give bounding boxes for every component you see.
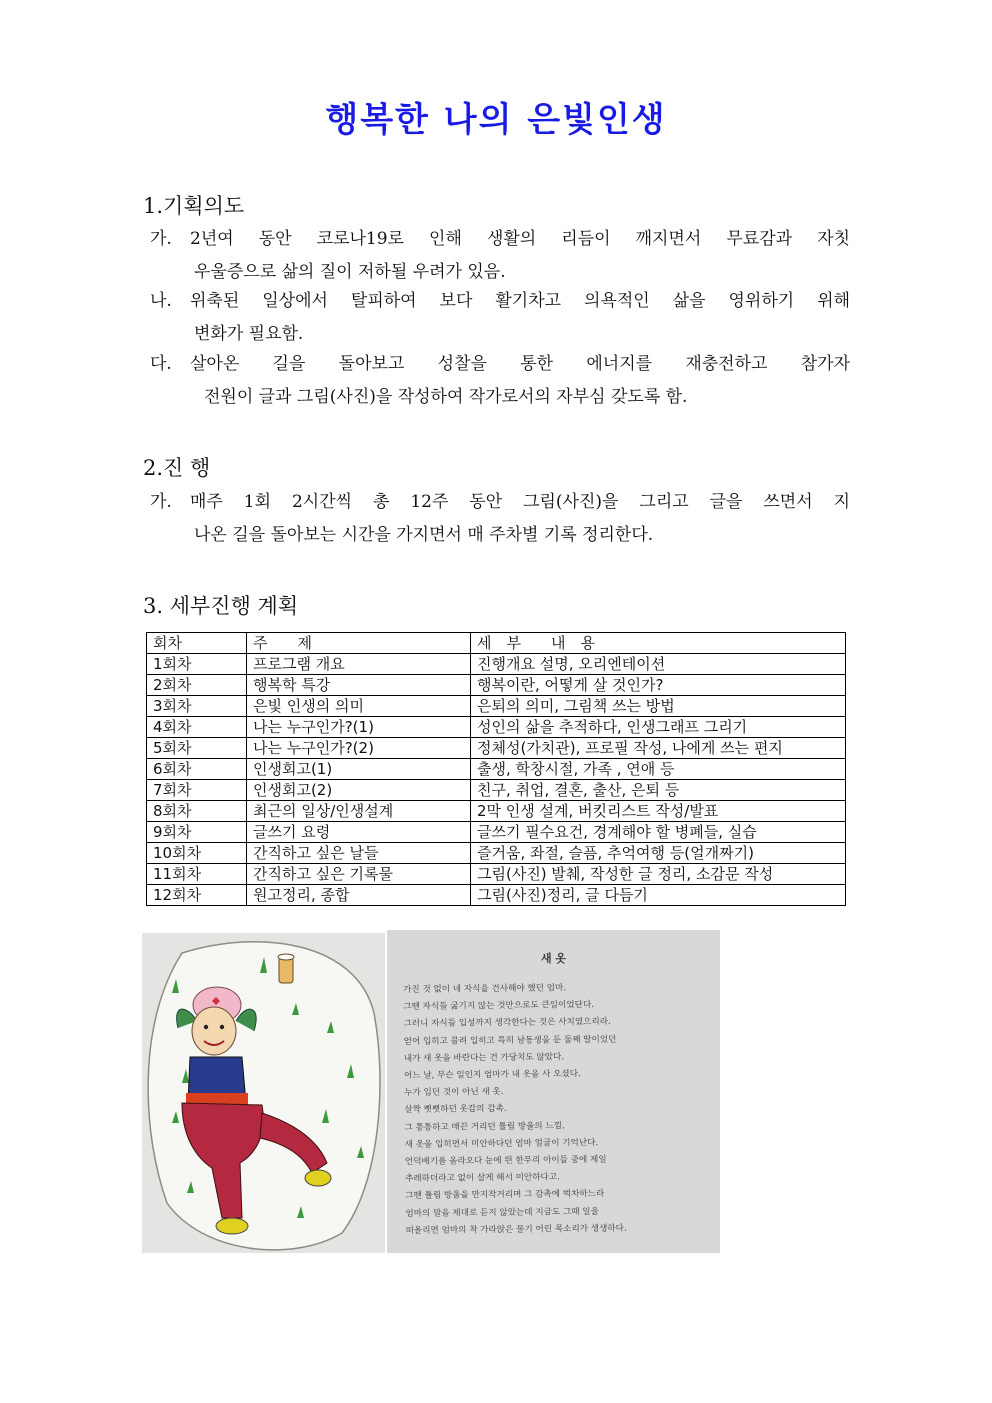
table-row bbox=[147, 654, 846, 675]
book-line: 내가 새 옷을 바란다는 건 가당치도 않았다. bbox=[403, 1052, 565, 1064]
book-title: 새 옷 bbox=[540, 952, 567, 965]
cup-sketch bbox=[278, 954, 294, 983]
book-line: 언덕배기를 올라오다 눈에 띈 한무리 아이들 중에 제일 bbox=[404, 1154, 607, 1168]
item-marker: 나. bbox=[150, 291, 172, 311]
cell-topic: 나는 누구인가?(2) bbox=[247, 738, 471, 759]
cell-topic: 행복학 특강 bbox=[247, 675, 471, 696]
cell-topic: 인생회고(2) bbox=[247, 780, 471, 801]
item-text-cont: 변화가 필요함. bbox=[194, 324, 304, 344]
book-line: 누가 입던 것이 아닌 새 옷. bbox=[404, 1087, 504, 1099]
cell-session: 8회차 bbox=[147, 801, 247, 822]
cell-session: 2회차 bbox=[147, 675, 247, 696]
cell-session: 12회차 bbox=[147, 885, 247, 906]
table-row bbox=[147, 738, 846, 759]
cell-session: 1회차 bbox=[147, 654, 247, 675]
table-row bbox=[147, 717, 846, 738]
item-marker: 다. bbox=[150, 354, 172, 374]
item-text-cont: 우울증으로 삶의 질이 저하될 우려가 있음. bbox=[194, 262, 506, 282]
table-row bbox=[147, 822, 846, 843]
table-row bbox=[147, 801, 846, 822]
item-text: 살아온 길을 돌아보고 성찰을 통한 에너지를 재충전하고 참가자 bbox=[190, 354, 850, 374]
cell-topic: 원고정리, 종합 bbox=[247, 885, 471, 906]
section3-heading: 3. 세부진행 계획 bbox=[143, 594, 299, 618]
book-line: 떠올리면 엄마의 착 가라앉은 물기 어린 목소리가 생생하다. bbox=[405, 1223, 627, 1236]
cell-topic: 인생회고(1) bbox=[247, 759, 471, 780]
page-title: 행복한 나의 은빛인생 bbox=[325, 100, 667, 140]
cell-session: 11회차 bbox=[147, 864, 247, 885]
cell-topic: 나는 누구인가?(1) bbox=[247, 717, 471, 738]
schedule-table bbox=[146, 632, 846, 906]
cell-session: 4회차 bbox=[147, 717, 247, 738]
cell-topic: 간직하고 싶은 날들 bbox=[247, 843, 471, 864]
item-text: 매주 1회 2시간씩 총 12주 동안 그림(사진)을 그리고 글을 쓰면서 지 bbox=[190, 492, 850, 512]
item-text: 위축된 일상에서 탈피하여 보다 활기차고 의욕적인 삶을 영위하기 위해 bbox=[190, 291, 850, 311]
col-header-topic: 주 제 bbox=[247, 633, 471, 654]
drawing-photo bbox=[142, 933, 385, 1253]
section1-item-1 bbox=[150, 223, 850, 289]
section1-item-3 bbox=[150, 348, 850, 414]
table-row bbox=[147, 675, 846, 696]
cell-details: 그림(사진) 발췌, 작성한 글 정리, 소감문 작성 bbox=[471, 864, 846, 885]
cell-session: 9회차 bbox=[147, 822, 247, 843]
cell-details: 글쓰기 필수요건, 경계해야 할 병폐들, 실습 bbox=[471, 822, 846, 843]
book-line: 얻어 입히고 물려 입히고 특히 남동생을 둔 둘째 딸이었던 bbox=[403, 1034, 617, 1047]
cell-details: 은퇴의 의미, 그림책 쓰는 방법 bbox=[471, 696, 846, 717]
book-line: 새 옷을 입히면서 미안하다던 엄마 얼굴이 기억난다. bbox=[404, 1137, 599, 1150]
cell-topic: 간직하고 싶은 기록물 bbox=[247, 864, 471, 885]
table-row bbox=[147, 696, 846, 717]
cell-topic: 글쓰기 요령 bbox=[247, 822, 471, 843]
book-line: 그 통통하고 매끈 거리던 튤립 방울의 느낌. bbox=[404, 1120, 565, 1133]
cell-details: 진행개요 설명, 오리엔테이션 bbox=[471, 654, 846, 675]
cell-session: 5회차 bbox=[147, 738, 247, 759]
book-line: 그러니 자식들 입성까지 생각한다는 것은 사치였으리라. bbox=[403, 1017, 611, 1030]
cell-details: 그림(사진)정리, 글 다듬기 bbox=[471, 885, 846, 906]
cell-topic: 프로그램 개요 bbox=[247, 654, 471, 675]
item-text-cont: 전원이 글과 그림(사진)을 작성하여 작가로서의 자부심 갖도록 함. bbox=[204, 387, 688, 407]
section2-heading: 2.진 행 bbox=[143, 456, 211, 480]
cell-session: 6회차 bbox=[147, 759, 247, 780]
cell-topic: 은빛 인생의 의미 bbox=[247, 696, 471, 717]
col-header-session: 회차 bbox=[147, 633, 247, 654]
cell-details: 친구, 취업, 결혼, 출산, 은퇴 등 bbox=[471, 780, 846, 801]
section2-item-1 bbox=[150, 486, 850, 552]
table-row bbox=[147, 759, 846, 780]
cell-details: 2막 인생 설계, 버킷리스트 작성/발표 bbox=[471, 801, 846, 822]
table-row bbox=[147, 843, 846, 864]
item-text-cont: 나온 길을 돌아보는 시간을 가지면서 매 주차별 기록 정리한다. bbox=[194, 525, 654, 545]
book-page-photo bbox=[387, 930, 720, 1253]
book-line: 가진 것 없이 네 자식을 건사해야 했던 엄마. bbox=[403, 983, 567, 995]
cell-session: 7회차 bbox=[147, 780, 247, 801]
book-line: 살짝 뻣뻣하던 옷감의 감촉. bbox=[404, 1104, 507, 1116]
cell-topic: 최근의 일상/인생설계 bbox=[247, 801, 471, 822]
table-row bbox=[147, 780, 846, 801]
col-header-details: 세 부 내 용 bbox=[471, 633, 846, 654]
item-marker: 가. bbox=[150, 492, 172, 512]
cell-session: 10회차 bbox=[147, 843, 247, 864]
book-line: 그땐 자식들 굶기지 않는 것만으로도 큰일이었단다. bbox=[403, 1000, 595, 1013]
book-line: 그땐 튤립 방울을 만지작거리며 그 감촉에 벅차하느라 bbox=[405, 1189, 605, 1202]
cell-details: 출생, 학창시절, 가족 , 연애 등 bbox=[471, 759, 846, 780]
book-line: 엄마의 말을 제대로 듣지 않았는데 지금도 그때 일을 bbox=[405, 1206, 599, 1219]
book-line: 추레하더라고 없이 살게 해서 미안하다고. bbox=[405, 1172, 560, 1185]
section1-item-2 bbox=[150, 285, 850, 351]
cell-details: 행복이란, 어떻게 살 것인가? bbox=[471, 675, 846, 696]
item-text: 2년여 동안 코로나19로 인해 생활의 리듬이 깨지면서 무료감과 자칫 bbox=[190, 229, 850, 249]
table-row bbox=[147, 885, 846, 906]
section1-heading: 1.기획의도 bbox=[143, 194, 245, 218]
book-text bbox=[403, 979, 716, 1240]
item-marker: 가. bbox=[150, 229, 172, 249]
table-row bbox=[147, 864, 846, 885]
cell-details: 성인의 삶을 추적하다, 인생그래프 그리기 bbox=[471, 717, 846, 738]
cell-details: 정체성(가치관), 프로필 작성, 나에게 쓰는 편지 bbox=[471, 738, 846, 759]
cell-details: 즐거움, 좌절, 슬픔, 추억여행 등(얼개짜기) bbox=[471, 843, 846, 864]
cell-session: 3회차 bbox=[147, 696, 247, 717]
table-header-row bbox=[147, 633, 846, 654]
book-line: 어느 날, 무슨 일인지 엄마가 내 옷을 사 오셨다. bbox=[403, 1069, 581, 1082]
child-drawing-illustration bbox=[142, 933, 385, 1253]
